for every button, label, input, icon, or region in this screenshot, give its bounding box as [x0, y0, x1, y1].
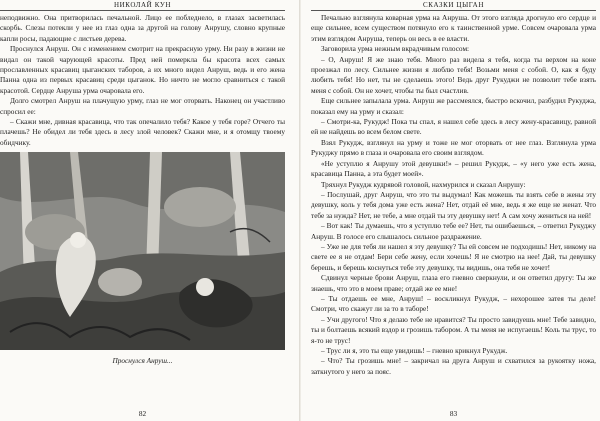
paragraph: «Не уступлю я Анрушу этой девушки!» – решил Рукудж, – «у него уже есть жена, красавица Панна, а эта будет моей». [311, 158, 596, 179]
paragraph: Еще сильнее запылала урма. Анруш же рассмеялся, быстро вскочил, разбудил Рукуджа, показал ему на урму и сказал: [311, 96, 596, 116]
paragraph: Сдвинул черные брови Анруш, глаза его гневно сверкнули, и он ответил другу: Ты же знаешь, что это в моем праве; отдай же ее мне! [311, 273, 596, 293]
paragraph: – Учи другого! Что я делаю тебе не нравится? Ты просто завидуешь мне! Тебе завидно, ты и болтаешь всякий вздор и грозишь табором. А ты меня не испугаешь! Коль ты трус, то я-то не трус! [311, 314, 596, 345]
paragraph: – Вот как! Ты думаешь, что я уступлю тебе ее? Нет, ты ошибаешься, – ответил Рукуджу Анруш. В голосе его слышалось сильное раздражение. [311, 221, 596, 241]
paragraph: – Ты отдаешь ее мне, Анруш! – воскликнул Рукудж, – нехорошее затея ты деле! Смотри, что скажут ли за то в таборе! [311, 293, 596, 314]
page-number-left: 82 [138, 409, 147, 418]
left-page-text [0, 13, 285, 148]
page-number-right: 83 [449, 409, 458, 418]
paragraph: Печально взглянула коварная урма на Анруша. От этого взгляда дрогнуло его сердце и еще сильнее, всем существом потянуло его к таинственной урме. Совсем очаровала урма этим взглядом Анруша, теперь он весь в ее власти. [311, 13, 596, 43]
paragraph: неподвижно. Она притворилась печальной. Лицо ее побледнело, в глазах засветилась скорбь. Слезы потекли у нее из глаз одна за другой на голову Анрушу, словно крупные капли росы, падающие с листьев дерева. [0, 13, 285, 43]
header-rule-left [0, 10, 285, 11]
paragraph: – Уже не для тебя ли нашел я эту девушку? Ты ей совсем не подходишь! Нет, никому на свете ее я не отдам! Бери себе жену, если хочешь! Я не смотрю на нее! Дай, ты девушку берешь, и берешь коснуться тебе эту девушку, ты видишь, она тебя не хочет! [311, 241, 596, 272]
paragraph: – Что? Ты грозишь мне! – закричал на друга Анруш и схватился за рукоятку ножа, заткнутого у него за пояс. [311, 356, 596, 376]
paragraph: – О, Анруш! Я же знаю тебя. Много раз видела я тебя, когда ты верхом на коне проезжал по лесу. Сильнее жизни я люблю тебя! Возьми меня с собой. О, как я буду любить тебя! Но нет, ты не сделаешь этого! Ведь друг Рукуджи не позволит тебе взять меня с собой. Он не хочет, чтобы ты был счастлив. [311, 54, 596, 95]
paragraph: Проснулся Анруш. Он с изменением смотрит на прекрасную урму. Ни разу в жизни не видал он такой чарующей красоты. Пред ней померкла бы красота всех самых прославленных красавиц цыганских таборов, а их много видел Анруш, ведь и его жена Панна одна из первых красавиц среди цыганок. Но ничто не могло сравниться с такой красотой. Сердце Анруша урма очаровала его. [0, 44, 285, 95]
right-page-text [311, 13, 596, 377]
paragraph: Тряхнул Рукудж кудрявой головой, нахмурился и сказал Анрушу: [321, 179, 526, 189]
paragraph: – Смотри-ка, Рукудж! Пока ты спал, я нашел себе здесь в лесу жену-красавицу, равной ей не найдешь во всем белом свете. [311, 117, 596, 137]
forest-illustration [0, 152, 285, 350]
right-page [301, 0, 600, 421]
paragraph: – Трус ли я, это ты еще увидишь! – гневно крикнул Рукудж. [321, 346, 508, 355]
running-head-right: СКАЗКИ ЦЫГАН [423, 1, 484, 9]
paragraph: – Скажи мне, дивная красавица, что так опечалило тебя? Какое у тебя горе? Отчего ты плачешь? Не обидел ли тебя здесь в лесу злой человек? Скажи мне, и я отомщу твоему обидчику. [0, 117, 285, 147]
paragraph: Взял Рукудж, взглянул на урму и тоже не мог оторвать от нее глаз. Взглянула урма Рукуджу прямо в глаза и очаровала его своим взглядом. [311, 137, 596, 158]
illustration-caption: Проснулся Анруш... [112, 356, 173, 366]
header-rule-right [311, 10, 596, 11]
running-head-left: НИКОЛАЙ КУН [113, 1, 172, 9]
paragraph: Заговорила урма нежным вкрадчивым голосом: [321, 44, 470, 54]
left-page [0, 0, 299, 421]
illustration-drawing [0, 152, 285, 350]
paragraph: Долго смотрел Анруш на плачущую урму, глаз не мог оторвать. Наконец он участливо спросил ее: [0, 96, 285, 116]
paragraph: – Послушай, друг Анруш, что это ты выдумал! Как можешь ты взять себе в жены эту девушку, коль у тебя дома уже есть жена? Нет, отдай её мне, ведь я же еще не женат. Что тебе за нужда? Нет, не тебе, а мне отдай ты эту девушку нет! А сам хочу жениться на ней! [311, 189, 596, 220]
